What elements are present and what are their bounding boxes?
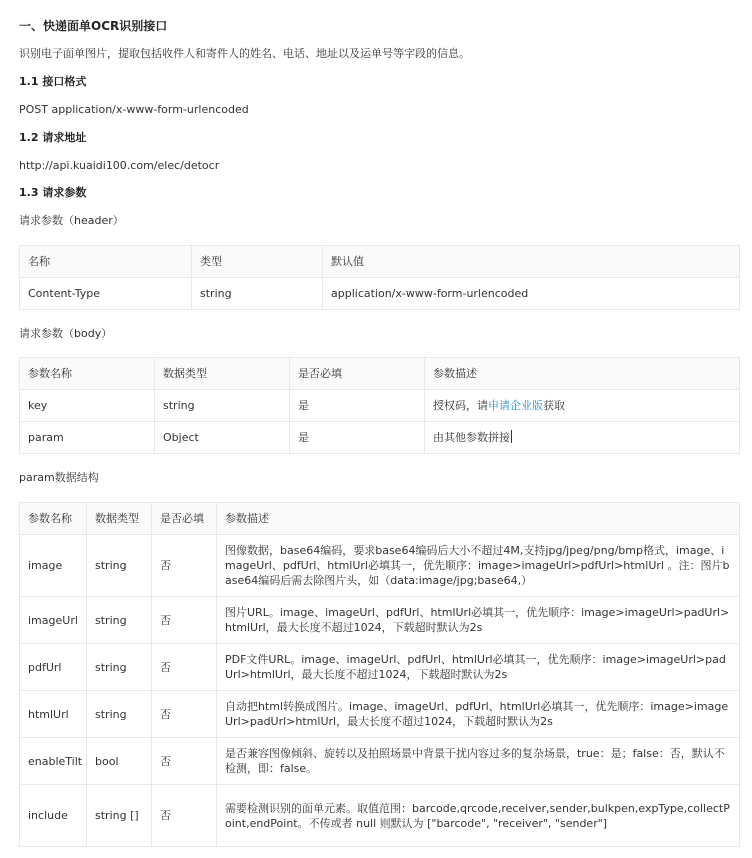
cell-name: imageUrl — [20, 597, 87, 644]
table-row — [20, 535, 740, 597]
cell-description: 自动把html转换成图片。image、imageUrl、pdfUrl、htmlUrl必填其一，优先顺序：image>imageUrl>padUrl>htmlUrl，最大长度不超过1024，下载超时默认为2s — [217, 691, 740, 738]
description-text: 获取 — [543, 399, 565, 412]
cell-type: string [] — [87, 785, 152, 847]
column-header: 参数描述 — [425, 358, 740, 390]
description-text: 授权码，请 — [433, 399, 488, 412]
table-row — [20, 422, 740, 454]
cell-name: include — [20, 785, 87, 847]
cell-required: 否 — [152, 785, 217, 847]
table-row — [20, 785, 740, 847]
url-value: http://api.kuaidi100.com/elec/detocr — [19, 159, 220, 172]
table-row — [20, 644, 740, 691]
header-params-table — [19, 245, 740, 310]
section-url-heading: 1.2 请求地址 — [19, 131, 87, 144]
cell-required: 是 — [290, 390, 425, 422]
column-header: 参数描述 — [217, 503, 740, 535]
cell-description: 图像数据，base64编码，要求base64编码后大小不超过4M,支持jpg/jpeg/png/bmp格式，image、imageUrl、pdfUrl、htmlUrl必填其一，优先顺序：image>imageUrl>pdfUrl>htmlUrl 。注：图片base64编码后需去除图片头，如（data:image/jpg;base64,） — [217, 535, 740, 597]
cell-name: Content-Type — [20, 278, 192, 310]
cell-type: string — [87, 597, 152, 644]
cell-description — [425, 422, 740, 454]
cell-type: string — [192, 278, 323, 310]
cell-required: 否 — [152, 644, 217, 691]
cell-description: 图片URL。image、imageUrl、pdfUrl、htmlUrl必填其一，优先顺序：image>imageUrl>padUrl>htmlUrl，最大长度不超过1024，下载超时默认为2s — [217, 597, 740, 644]
column-header: 是否必填 — [152, 503, 217, 535]
table-row — [20, 390, 740, 422]
cell-name: image — [20, 535, 87, 597]
cell-name: pdfUrl — [20, 644, 87, 691]
cell-default: application/x-www-form-urlencoded — [323, 278, 740, 310]
cell-description — [425, 390, 740, 422]
cell-required: 否 — [152, 691, 217, 738]
cell-type: string — [87, 644, 152, 691]
param-caption: param数据结构 — [19, 471, 99, 484]
cell-required: 否 — [152, 535, 217, 597]
table-row — [20, 278, 740, 310]
cell-type: string — [155, 390, 290, 422]
cell-type: Object — [155, 422, 290, 454]
format-value: POST application/x-www-form-urlencoded — [19, 103, 249, 116]
doc-title: 一、快递面单OCR识别接口 — [19, 19, 168, 33]
cell-type: string — [87, 535, 152, 597]
cell-required: 否 — [152, 738, 217, 785]
table-header-row — [20, 246, 740, 278]
column-header: 类型 — [192, 246, 323, 278]
table-header-row — [20, 358, 740, 390]
cell-description: 是否兼容图像倾斜、旋转以及拍照场景中背景干扰内容过多的复杂场景，true：是；false：否，默认不检测，即：false。 — [217, 738, 740, 785]
column-header: 数据类型 — [87, 503, 152, 535]
text-cursor — [511, 430, 512, 443]
table-row — [20, 738, 740, 785]
column-header: 名称 — [20, 246, 192, 278]
column-header: 参数名称 — [20, 358, 155, 390]
column-header: 是否必填 — [290, 358, 425, 390]
cell-description: PDF文件URL。image、imageUrl、pdfUrl、htmlUrl必填其一，优先顺序：image>imageUrl>padUrl>htmlUrl，最大长度不超过1024，下载超时默认为2s — [217, 644, 740, 691]
section-params-heading: 1.3 请求参数 — [19, 186, 87, 199]
table-row — [20, 691, 740, 738]
column-header: 默认值 — [323, 246, 740, 278]
column-header: 数据类型 — [155, 358, 290, 390]
param-structure-table — [19, 502, 740, 847]
doc-intro: 识别电子面单图片，提取包括收件人和寄件人的姓名、电话、地址以及运单号等字段的信息。 — [19, 47, 470, 60]
cell-required: 是 — [290, 422, 425, 454]
cell-type: bool — [87, 738, 152, 785]
cell-required: 否 — [152, 597, 217, 644]
cell-name: param — [20, 422, 155, 454]
apply-enterprise-link[interactable]: 申请企业版 — [488, 399, 543, 412]
body-caption: 请求参数（body） — [19, 327, 113, 340]
cell-type: string — [87, 691, 152, 738]
cell-description: 需要检测识别的面单元素。取值范围：barcode,qrcode,receiver,sender,bulkpen,expType,collectPoint,endPoint。不传或者 null 则默认为 ["barcode", "receiver", "sender"] — [217, 785, 740, 847]
section-format-heading: 1.1 接口格式 — [19, 75, 87, 88]
description-text: 由其他参数拼接 — [433, 431, 510, 444]
cell-name: htmlUrl — [20, 691, 87, 738]
table-header-row — [20, 503, 740, 535]
column-header: 参数名称 — [20, 503, 87, 535]
body-params-table — [19, 357, 740, 454]
cell-name: key — [20, 390, 155, 422]
cell-name: enableTilt — [20, 738, 87, 785]
header-caption: 请求参数（header） — [19, 214, 124, 227]
table-row — [20, 597, 740, 644]
